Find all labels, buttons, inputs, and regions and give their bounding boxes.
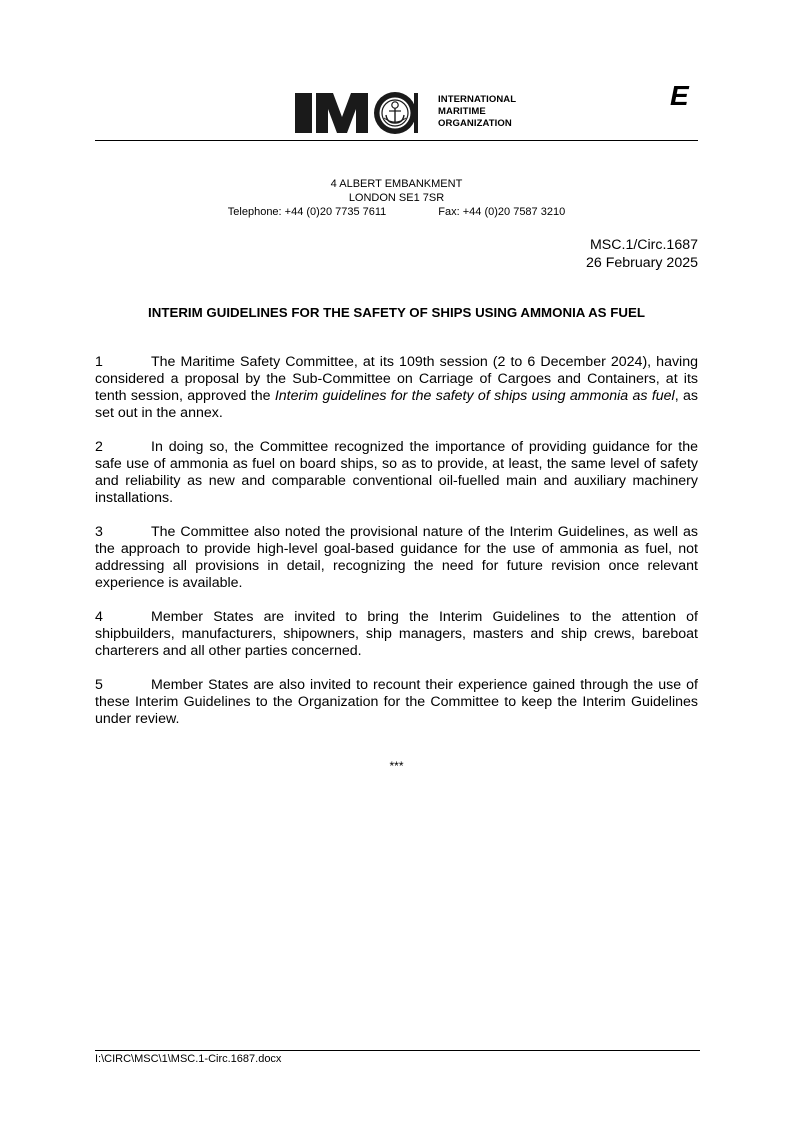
paragraph [95, 677, 698, 728]
org-line: ORGANIZATION [438, 118, 512, 130]
paragraph-text: Member States are invited to bring the Interim Guidelines to the attention of shipbuilders, manufacturers, shipowners, ship managers, masters and ship crews, bareboat charterers and all other parties concerned. [95, 609, 698, 659]
paragraph [95, 439, 698, 507]
org-line: MARITIME [438, 106, 486, 118]
footer-divider [95, 1050, 700, 1051]
paragraph-italic-title: Interim guidelines for the safety of ships using ammonia as fuel [274, 388, 675, 404]
document-title: INTERIM GUIDELINES FOR THE SAFETY OF SHIPS USING AMMONIA AS FUEL [148, 305, 645, 320]
paragraph-number: 1 [95, 354, 103, 370]
paragraph [95, 609, 698, 660]
paragraph-text: Member States are also invited to recount their experience gained through the use of these Interim Guidelines to the Organization for the Committee to keep the Interim Guidelines under review. [95, 677, 698, 727]
paragraph-text: The Maritime Safety Committee, at its 109th session (2 to 6 December 2024), having considered a proposal by the Sub-Committee on Carriage of Cargoes and Containers, at its tenth session, approved the [95, 354, 698, 404]
organization-name [438, 94, 516, 131]
address-line: LONDON SE1 7SR [348, 192, 445, 205]
paragraph-text: , as set out in the annex. [95, 388, 698, 421]
paragraph-number: 4 [95, 609, 103, 625]
paragraph-text: In doing so, the Committee recognized the importance of providing guidance for the safe use of ammonia as fuel on board ships, so as to provide, at least, the same level of safety and reliability as new and comparable conventional oil-fuelled main and auxiliary machinery installations. [95, 439, 698, 506]
address-block [95, 177, 698, 220]
paragraph [95, 354, 698, 422]
header-divider [95, 140, 698, 141]
paragraph-text: The Committee also noted the provisional nature of the Interim Guidelines, as well as the approach to provide high-level goal-based guidance for the use of ammonia as fuel, not addressing all provisions in detail, recognizing the need for future revision once relevant experience is available. [95, 524, 698, 591]
telephone: Telephone: +44 (0)20 7735 7611 [227, 206, 387, 219]
org-line: INTERNATIONAL [438, 94, 517, 105]
imo-logo [295, 91, 435, 135]
document-body [95, 354, 698, 745]
document-header [95, 80, 698, 140]
file-path: I:\CIRC\MSC\1\MSC.1-Circ.1687.docx [95, 1053, 282, 1065]
document-symbol: MSC.1/Circ.1687 [589, 237, 698, 253]
paragraph-number: 2 [95, 439, 103, 455]
address-line: 4 ALBERT EMBANKMENT [330, 178, 463, 190]
end-mark: *** [389, 759, 404, 773]
fax: Fax: +44 (0)20 7587 3210 [438, 206, 566, 219]
contact-line [228, 205, 565, 219]
paragraph-number: 5 [95, 677, 103, 693]
paragraph-number: 3 [95, 524, 103, 540]
paragraph [95, 524, 698, 592]
language-code: E [670, 80, 689, 111]
document-reference [95, 236, 698, 272]
document-date: 26 February 2025 [586, 255, 698, 271]
